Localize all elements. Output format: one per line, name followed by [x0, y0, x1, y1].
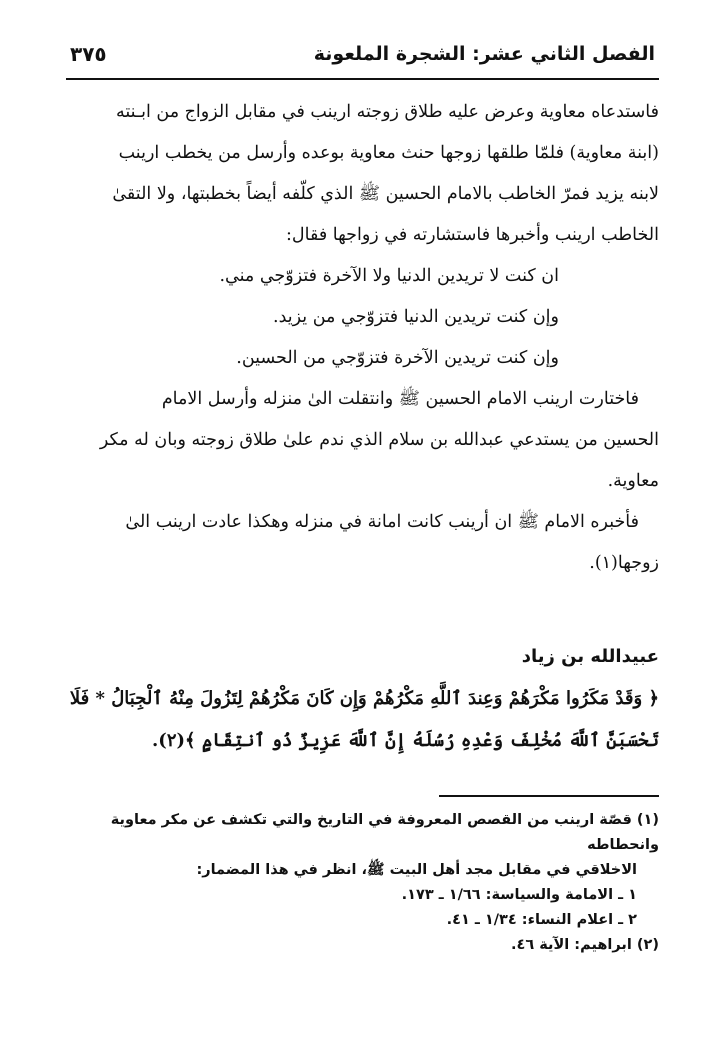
footnote-1: (١) قصّة ارينب من القصص المعروفة في التاريخ والتي تكشف عن مكر معاوية وانحطاطه	[110, 812, 659, 853]
text-line: وإن كنت تريدين الدنيا فتزوّجي من يزيد.	[273, 307, 559, 327]
page-number: ٣٧٥	[70, 42, 107, 66]
text-line: الخاطب ارينب وأخبرها فاستشارته في زواجها فقال:	[286, 225, 659, 245]
text-line: زوجها(١).	[589, 553, 659, 573]
main-text	[66, 92, 659, 584]
text-line: فاختارت ارينب الامام الحسين ﷺ وانتقلت الىٰ منزله وأرسل الامام	[161, 389, 639, 409]
chapter-title: الفصل الثاني عشر: الشجرة الملعونة	[313, 43, 655, 65]
text-line: لابنه يزيد فمرّ الخاطب بالامام الحسين ﷺ الذي كلّفه أيضاً بخطبتها، ولا التقىٰ	[112, 184, 659, 204]
footnote-1-reference: ٢ ـ اعلام النساء: ١/٣٤ ـ ٤١.	[446, 912, 637, 928]
footnote-divider	[439, 795, 659, 797]
quran-verse-line: تَحْسَبَنَّ ٱللَّهَ مُخْلِفَ وَعْدِهِ رُسُلَهُ إِنَّ ٱللَّهَ عَزِيزٌ ذُو ٱنتِقَامٍ ﴾(٢).	[152, 730, 659, 751]
text-line: معاوية.	[607, 471, 659, 491]
text-line: الحسين من يستدعي عبدالله بن سلام الذي ندم علىٰ طلاق زوجته وبان له مكر	[99, 430, 659, 450]
page-header	[70, 36, 655, 72]
text-line: فاستدعاه معاوية وعرض عليه طلاق زوجته ارينب في مقابل الزواج من ابـنته	[116, 102, 659, 122]
header-divider	[66, 78, 659, 80]
text-line: (ابنة معاوية) فلمّا طلقها زوجها حنث معاوية بوعده وأرسل من يخطب ارينب	[118, 143, 659, 163]
text-line: فأخبره الامام ﷺ ان أرينب كانت امانة في منزله وهكذا عادت ارينب الىٰ	[125, 512, 639, 532]
footnote-1-continued: الاخلاقي في مقابل مجد أهل البيت ﷺ، انظر في هذا المضمار:	[196, 862, 637, 878]
footnote-1-reference: ١ ـ الامامة والسياسة: ١/٦٦ ـ ١٧٣.	[401, 887, 637, 903]
footnotes	[66, 808, 659, 958]
text-line: ان كنت لا تريدين الدنيا ولا الآخرة فتزوّجي مني.	[219, 266, 559, 286]
footnote-2: (٢) ابراهيم: الآية ٤٦.	[510, 937, 659, 953]
section-block	[66, 640, 659, 762]
quran-verse-line: ﴿ وَقَدْ مَكَرُوا مَكْرَهُمْ وَعِندَ ٱللَّهِ مَكْرُهُمْ وَإِن كَانَ مَكْرُهُمْ لِتَزُولَ مِنْهُ ٱلْجِبَالُ * فَلَا	[69, 688, 659, 709]
section-title: عبيدالله بن زياد	[521, 646, 659, 667]
text-line: وإن كنت تريدين الآخرة فتزوّجي من الحسين.	[236, 348, 559, 368]
